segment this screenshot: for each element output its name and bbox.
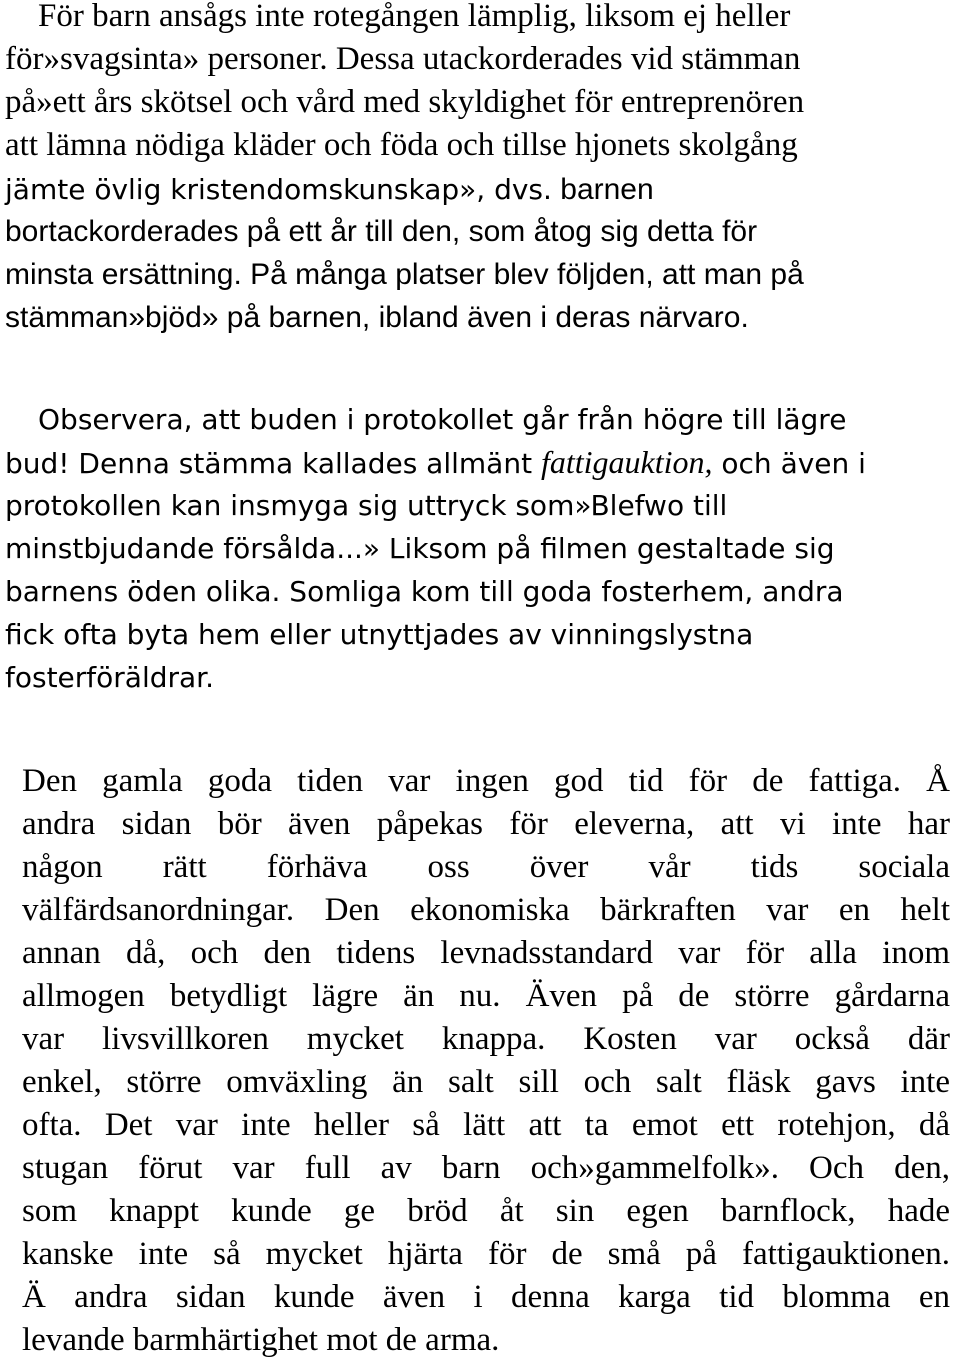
text-line: För barn ansågs inte rotegången lämplig, liksom ej heller [38, 0, 791, 34]
text-segment: bud! Denna stämma kallades allmänt [5, 447, 541, 480]
text-line: stämman»bjöd» på barnen, ibland även i deras närvaro. [5, 301, 749, 334]
text-line: någon rätt förhäva oss över vår tids sociala [22, 849, 950, 885]
text-line: Observera, att buden i protokollet går från högre till lägre [38, 403, 847, 436]
text-line: enkel, större omväxling än salt sill och salt fläsk gavs inte [22, 1064, 950, 1100]
text-line: protokollen kan insmyga sig uttryck som»Blefwo till [5, 489, 728, 522]
text-line: andra sidan bör även påpekas för eleverna, att vi inte har [22, 806, 950, 842]
text-line: var livsvillkoren mycket knappa. Kosten var också där [22, 1021, 950, 1057]
text-line: som knappt kunde ge bröd åt sin egen barnflock, hade [22, 1193, 950, 1229]
text-line: att lämna nödiga kläder och föda och tillse hjonets skolgång [5, 127, 798, 163]
text-line: bortackorderades på ett år till den, som åtog sig detta för [5, 215, 758, 248]
text-line [5, 167, 654, 211]
text-line: Den gamla goda tiden var ingen god tid för de fattiga. Å [22, 763, 950, 799]
text-line: fosterföräldrar. [5, 661, 215, 694]
text-line: kanske inte så mycket hjärta för de små på fattigauktionen. [22, 1236, 950, 1272]
text-line: minsta ersättning. På många platser blev följden, att man på [5, 258, 804, 291]
text-line: barnens öden olika. Somliga kom till goda fosterhem, andra [5, 575, 844, 608]
text-line: på»ett års skötsel och vård med skyldighet för entreprenören [5, 84, 805, 120]
text-line: allmogen betydligt lägre än nu. Även på de större gårdarna [22, 978, 950, 1014]
text-line: ofta. Det var inte heller så lätt att ta emot ett rotehjon, då [22, 1107, 950, 1143]
text-line: annan då, och den tidens levnadsstandard var för alla inom [22, 935, 950, 971]
text-line: stugan förut var full av barn och»gammelfolk». Och den, [22, 1150, 950, 1186]
text-line: levande barmhärtighet mot de arma. [22, 1322, 500, 1358]
text-segment: jämte övlig kristendomskunskap», dvs. [5, 173, 552, 206]
text-segment: barnen [551, 173, 654, 206]
text-line: för»svagsinta» personer. Dessa utackorderades vid stämman [5, 41, 801, 77]
text-line: minstbjudande försålda...» Liksom på filmen gestaltade sig [5, 532, 835, 565]
text-line: fick ofta byta hem eller utnyttjades av vinningslystna [5, 618, 754, 651]
text-line: välfärdsanordningar. Den ekonomiska bärkraften var en helt [22, 892, 950, 928]
text-line: Ä andra sidan kunde även i denna karga tid blomma en [22, 1279, 950, 1315]
italic-term: fattigauktion, [540, 444, 713, 480]
text-segment: och även i [712, 447, 866, 480]
text-line [5, 441, 866, 485]
